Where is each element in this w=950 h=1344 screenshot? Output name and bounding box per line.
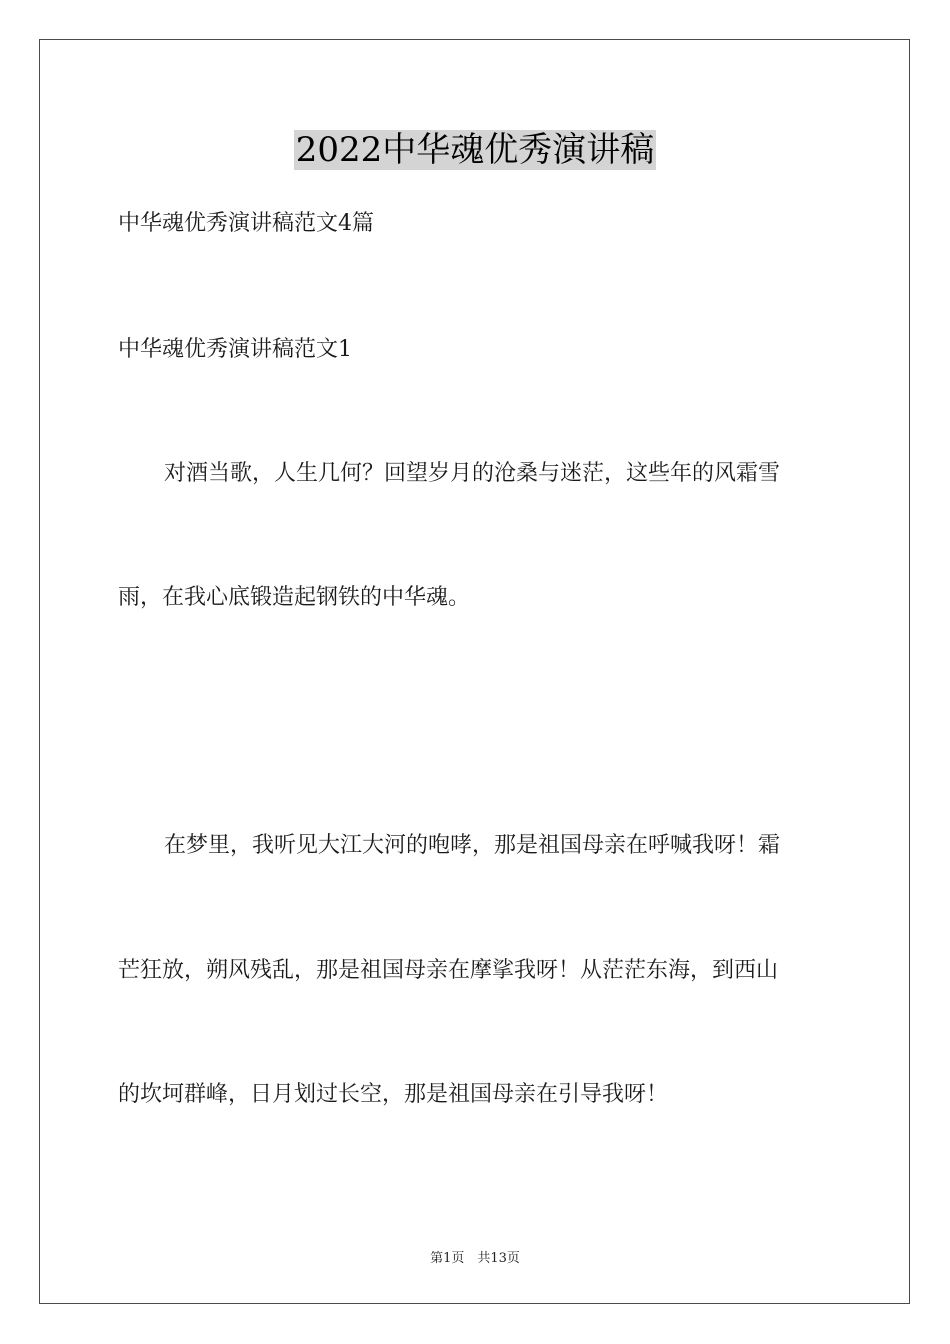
- paragraph-1-line-1: 对酒当歌，人生几何？回望岁月的沧桑与迷茫，这些年的风霜雪: [164, 461, 781, 486]
- paragraph-1-line-2: 雨，在我心底锻造起钢铁的中华魂。: [118, 585, 471, 610]
- paragraph-2-line-3: 的坎坷群峰，日月划过长空，那是祖国母亲在引导我呀！: [118, 1082, 669, 1107]
- section-heading: 中华魂优秀演讲稿范文1: [118, 337, 352, 362]
- document-title-text: 2022中华魂优秀演讲稿: [295, 130, 655, 170]
- document-title: [0, 128, 950, 172]
- paragraph-2-line-1: 在梦里，我听见大江大河的咆哮，那是祖国母亲在呼喊我呀！霜: [164, 833, 781, 858]
- page-footer: 第1页 共13页: [430, 1251, 520, 1266]
- paragraph-2-line-2: 芒狂放，朔风残乱，那是祖国母亲在摩挲我呀！从茫茫东海，到西山: [118, 958, 779, 983]
- document-subtitle: 中华魂优秀演讲稿范文4篇: [118, 211, 374, 236]
